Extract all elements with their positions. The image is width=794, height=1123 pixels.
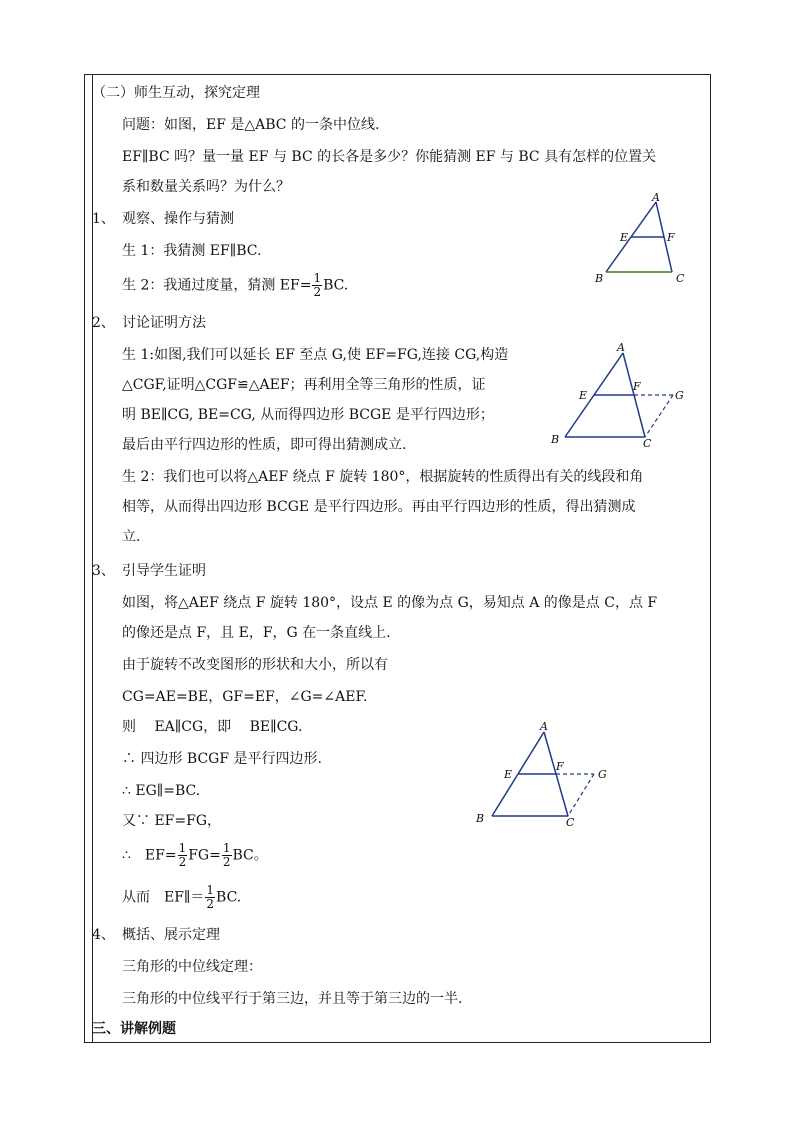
method-1-line-4: 最后由平行四边形的性质，即可得出猜测成立.	[122, 437, 407, 453]
fig3-label-A: A	[540, 720, 548, 733]
proof-line-8: 又∵ EF=FG，	[122, 813, 222, 829]
question-cont-1: EF∥BC 吗？量一量 EF 与 BC 的长各是多少？你能猜测 EF 与 BC 具有怎样的位置关	[122, 149, 657, 165]
item-1-number: 1、	[92, 211, 115, 227]
fig2-label-G: G	[675, 389, 684, 402]
fig2-label-C: C	[643, 437, 652, 450]
fig1-label-B: B	[595, 272, 604, 285]
method-1-line-2: △CGF,证明△CGF≌△AEF；再利用全等三角形的性质，证	[122, 377, 486, 393]
student-2-guess: 生 2：我通过度量，猜测 EF= $\frac{1}{2}$ BC.	[122, 271, 349, 299]
item-3-title: 引导学生证明	[122, 563, 206, 579]
method-2-line-3: 立.	[122, 529, 141, 545]
item-3-number: 3、	[92, 563, 115, 579]
method-1-line-3: 明 BE∥CG, BE=CG, 从而得四边形 BCGE 是平行四边形；	[122, 407, 494, 423]
item-4-number: 4、	[92, 927, 115, 943]
method-2-line-1: 生 2：我们也可以将△AEF 绕点 F 旋转 180°，根据旋转的性质得出有关的线段和角	[122, 469, 644, 485]
fig2-label-F: F	[633, 380, 641, 393]
section-3-title: 三、讲解例题	[92, 1021, 176, 1037]
fraction-half: $\frac{1}{2}$	[313, 271, 322, 299]
theorem-title: 三角形的中位线定理：	[122, 959, 262, 975]
proof-line-2: 的像还是点 F，且 E，F，G 在一条直线上.	[122, 625, 391, 641]
method-1-line-1: 生 1:如图,我们可以延长 EF 至点 G,使 EF=FG,连接 CG,构造	[122, 347, 509, 363]
figure-2-parallelogram	[545, 335, 695, 450]
proof-line-9: ∴ EF= $\frac{1}{2}$ FG= $\frac{1}{2}$ BC。	[122, 841, 268, 869]
figure-1-triangle	[590, 190, 700, 290]
proof-line-4: CG=AE=BE，GF=EF，∠G=∠AEF.	[122, 689, 368, 705]
fig3-label-B: B	[476, 812, 485, 825]
item-2-number: 2、	[92, 315, 115, 331]
fraction-half: $\frac{1}{2}$	[178, 841, 187, 869]
fig1-label-F: F	[667, 231, 675, 244]
fig1-label-C: C	[676, 272, 685, 285]
fraction-half: $\frac{1}{2}$	[222, 841, 231, 869]
fig3-label-F: F	[556, 760, 564, 773]
fig3-label-C: C	[566, 816, 575, 829]
fig2-label-E: E	[579, 389, 588, 402]
proof-line-3: 由于旋转不改变图形的形状和大小，所以有	[122, 657, 388, 673]
proof-line-5: 则 EA∥CG，即 BE∥CG.	[122, 719, 303, 735]
proof-line-1: 如图，将△AEF 绕点 F 旋转 180°，设点 E 的像为点 G，易知点 A 的像是点 C，点 F	[122, 595, 658, 611]
proof-line-10: 从而 EF∥＝ $\frac{1}{2}$ BC.	[122, 883, 242, 911]
proof-line-7: ∴ EG∥=BC.	[122, 783, 201, 799]
proof-line-6: ∴ 四边形 BCGF 是平行四边形.	[122, 751, 322, 767]
fig2-label-B: B	[551, 433, 560, 446]
fig2-label-A: A	[617, 341, 625, 354]
fig3-label-E: E	[504, 768, 513, 781]
item-2-title: 讨论证明方法	[122, 315, 206, 331]
fraction-half: $\frac{1}{2}$	[206, 883, 215, 911]
fig1-label-A: A	[652, 191, 660, 204]
item-4-title: 概括、展示定理	[122, 927, 220, 943]
method-2-line-2: 相等，从而得出四边形 BCGE 是平行四边形。再由平行四边形的性质，得出猜测成	[122, 499, 636, 515]
question-cont-2: 系和数量关系吗？为什么？	[122, 179, 290, 195]
student-1-guess: 生 1：我猜测 EF∥BC.	[122, 243, 262, 259]
fig1-label-E: E	[620, 231, 629, 244]
fig3-label-G: G	[598, 768, 607, 781]
theorem-body: 三角形的中位线平行于第三边，并且等于第三边的一半.	[122, 991, 463, 1007]
section-2-title: （二）师生互动，探究定理	[92, 85, 260, 101]
figure-3-parallelogram	[470, 718, 620, 830]
item-1-title: 观察、操作与猜测	[122, 211, 234, 227]
question-text: 问题：如图，EF 是△ABC 的一条中位线.	[122, 117, 380, 133]
